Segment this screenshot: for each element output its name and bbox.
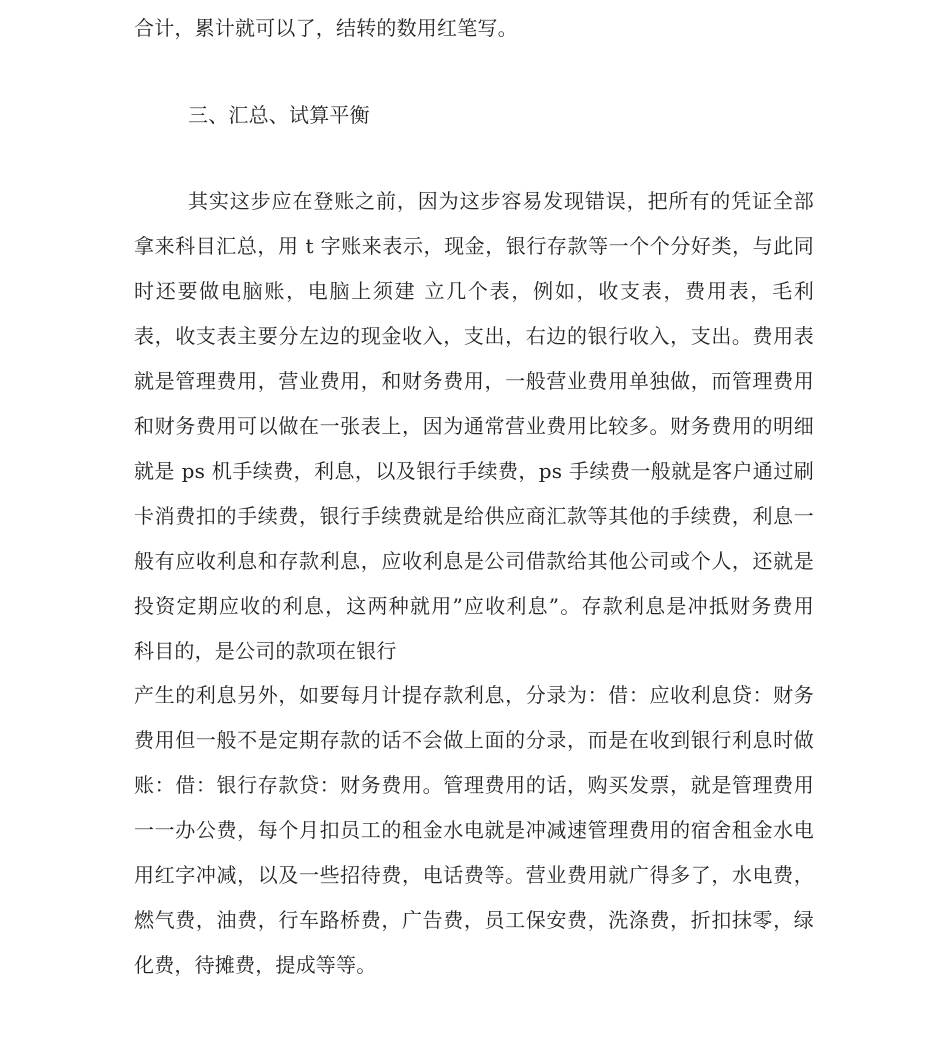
section-heading: 三、汇总、试算平衡 — [188, 103, 370, 127]
paragraph-line: 账：借：银行存款贷：财务费用。管理费用的话，购买发票，就是管理费用 — [134, 773, 814, 797]
paragraph-line: 化费，待摊费，提成等等。 — [134, 953, 377, 977]
paragraph-line: 燃气费，油费，行车路桥费，广告费，员工保安费，洗涤费，折扣抹零，绿 — [134, 908, 814, 932]
paragraph-line: 产生的利息另外，如要每月计提存款利息，分录为：借：应收利息贷：财务 — [134, 683, 814, 707]
paragraph-line: 表，收支表主要分左边的现金收入，支出，右边的银行收入，支出。费用表 — [134, 324, 814, 348]
paragraph-line: 就是 ps 机手续费，利息，以及银行手续费，ps 手续费一般就是客户通过刷 — [134, 459, 814, 483]
paragraph-line: 其实这步应在登账之前，因为这步容易发现错误，把所有的凭证全部 — [188, 189, 814, 213]
paragraph-line: 拿来科目汇总，用 t 字账来表示，现金，银行存款等一个个分好类，与此同 — [134, 234, 814, 258]
paragraph-line: 卡消费扣的手续费，银行手续费就是给供应商汇款等其他的手续费，利息一 — [134, 504, 814, 528]
paragraph-line: 用红字冲减，以及一些招待费，电话费等。营业费用就广得多了，水电费， — [134, 863, 814, 887]
paragraph-line: 般有应收利息和存款利息，应收利息是公司借款给其他公司或个人，还就是 — [134, 549, 814, 573]
paragraph-line: 就是管理费用，营业费用，和财务费用，一般营业费用单独做，而管理费用 — [134, 369, 814, 393]
paragraph-line: 费用但一般不是定期存款的话不会做上面的分录，而是在收到银行利息时做 — [134, 728, 814, 752]
paragraph-line: 一一办公费，每个月扣员工的租金水电就是冲减速管理费用的宿舍租金水电 — [134, 818, 814, 842]
paragraph-line: 和财务费用可以做在一张表上，因为通常营业费用比较多。财务费用的明细 — [134, 414, 814, 438]
paragraph-line: 时还要做电脑账，电脑上须建 立几个表，例如，收支表，费用表，毛利 — [134, 279, 814, 303]
paragraph-line: 科目的，是公司的款项在银行 — [134, 639, 397, 663]
paragraph-line: 投资定期应收的利息，这两种就用”应收利息”。存款利息是冲抵财务费用 — [134, 594, 814, 618]
text-line-1: 合计，累计就可以了，结转的数用红笔写。 — [134, 16, 518, 40]
